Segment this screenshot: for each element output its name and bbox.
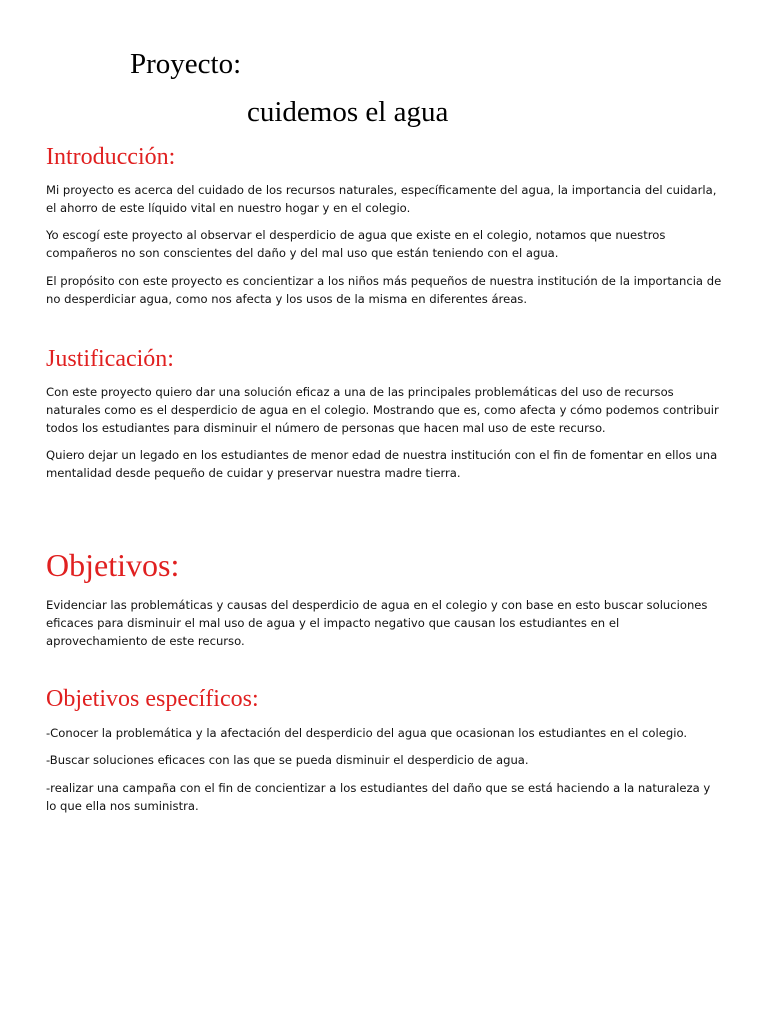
intro-paragraph-1: Mi proyecto es acerca del cuidado de los recursos naturales, específicamente del agua, la importancia del cuidarla, el ahorro de este líquido vital en nuestro hogar y en el colegio.	[46, 183, 717, 215]
intro-paragraph-3: El propósito con este proyecto es concientizar a los niños más pequeños de nuestra institución de la importancia de no desperdiciar agua, como nos afecta y los usos de la misma en diferentes áreas.	[46, 274, 722, 306]
intro-paragraph-2: Yo escogí este proyecto al observar el desperdicio de agua que existe en el colegio, notamos que nuestros compañeros no son conscientes del daño y del mal uso que están teniendo con el agua.	[46, 228, 666, 260]
objetivo-especifico-item-1: -Conocer la problemática y la afectación del desperdicio del agua que ocasionan los estudiantes en el colegio.	[46, 726, 688, 740]
justificacion-paragraph-2: Quiero dejar un legado en los estudiantes de menor edad de nuestra institución con el fin de fomentar en ellos una mentalidad desde pequeño de cuidar y preservar nuestra madre tierra.	[46, 448, 718, 480]
objetivo-especifico-item-3: -realizar una campaña con el fin de concientizar a los estudiantes del daño que se está haciendo a la naturaleza y lo que ella nos suministra.	[46, 781, 711, 813]
document-title-line-1: Proyecto:	[130, 48, 242, 80]
section-heading-objetivos-especificos: Objetivos específicos:	[46, 686, 259, 712]
objetivos-paragraph-1: Evidenciar las problemáticas y causas del desperdicio de agua en el colegio y con base en esto buscar soluciones eficaces para disminuir el mal uso de agua y el impacto negativo que causan los estudiantes en el aprovechamiento de este recurso.	[46, 598, 708, 648]
section-heading-introduccion: Introducción:	[46, 144, 176, 170]
section-heading-justificacion: Justificación:	[46, 346, 174, 372]
section-heading-objetivos: Objetivos:	[46, 547, 180, 583]
objetivo-especifico-item-2: -Buscar soluciones eficaces con las que se pueda disminuir el desperdicio de agua.	[46, 753, 529, 767]
justificacion-paragraph-1: Con este proyecto quiero dar una solución eficaz a una de las principales problemáticas del uso de recursos naturales como es el desperdicio de agua en el colegio. Mostrando que es, como afecta y cómo podemos contribuir todos los estudiantes para disminuir el número de personas que hacen mal uso de este recurso.	[46, 385, 719, 435]
document-title-line-2: cuidemos el agua	[247, 96, 449, 128]
